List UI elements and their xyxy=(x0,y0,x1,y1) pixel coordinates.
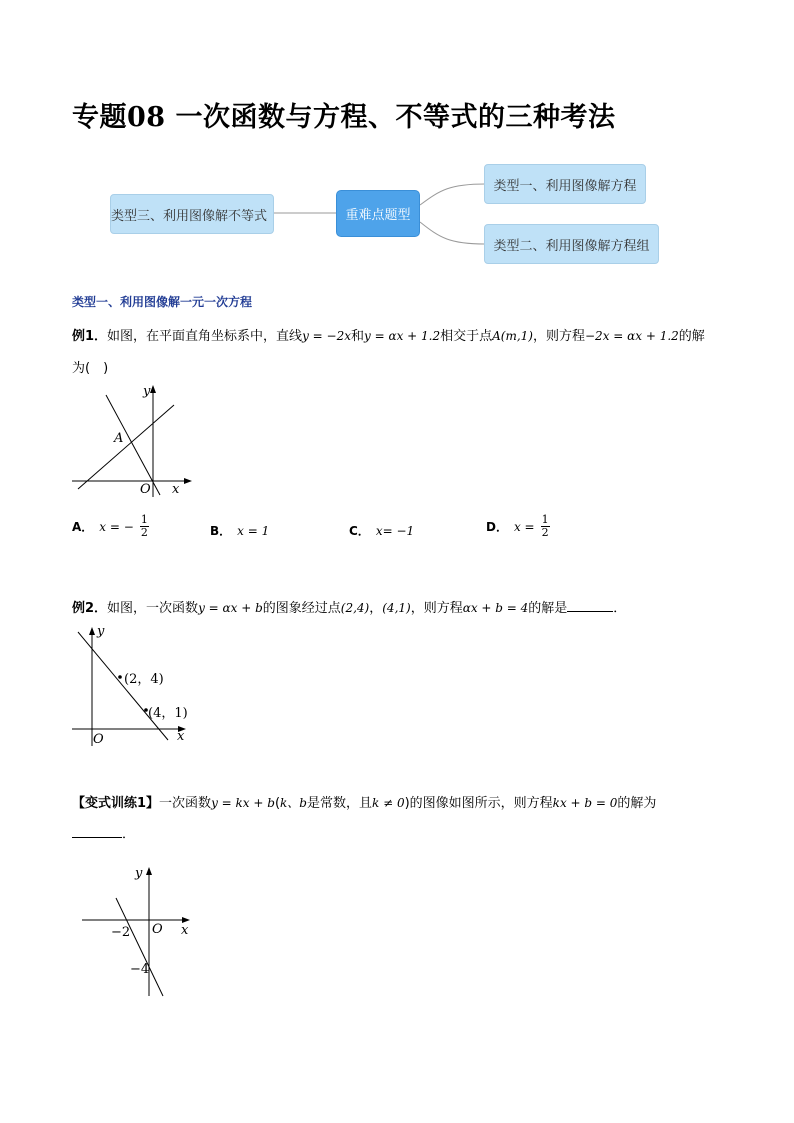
example2-y-label: y xyxy=(97,624,105,639)
mindmap-connectors xyxy=(0,0,794,300)
variant1-answer-line: ． xyxy=(72,823,135,842)
variant1-question: 【变式训练1】一次函数y = kx + b(k、b是常数，且k ≠ 0)的图像如图所示，则方程kx + b = 0的解为 xyxy=(72,796,657,811)
option-c[interactable]: C． x= −1 xyxy=(349,523,415,538)
variant1-xintercept-label: −2 xyxy=(111,925,131,940)
variant1-origin-label: O xyxy=(152,922,163,937)
variant1-graph xyxy=(78,862,198,1002)
section-heading: 类型一、利用图像解一元一次方程 xyxy=(72,295,253,309)
example1-question: 例1．如图，在平面直角坐标系中，直线y = −2x和y = αx + 1.2相交于点A(m,1)，则方程−2x = αx + 1.2的解 xyxy=(72,329,705,344)
variant1-y-label: y xyxy=(135,866,143,881)
example1-y-label: y xyxy=(143,384,151,399)
variant1-x-label: x xyxy=(181,923,189,938)
option-d[interactable]: D． x = $\frac{1}{2}$ xyxy=(486,513,549,539)
example2-origin-label: O xyxy=(93,732,104,747)
example2-point2-label: (4，1) xyxy=(148,706,188,721)
example1-point-a-label: A xyxy=(114,431,124,446)
page-title: 专题08 一次函数与方程、不等式的三种考法 xyxy=(72,102,616,133)
example2-answer-blank[interactable] xyxy=(567,599,613,612)
example2-label: 例2． xyxy=(72,601,108,616)
example1-x-label: x xyxy=(172,482,180,497)
mindmap-center-node: 重难点题型 xyxy=(336,190,420,237)
example2-point1-label: (2，4) xyxy=(124,672,164,687)
mindmap-node-type2: 类型二、利用图像解方程组 xyxy=(484,224,659,264)
option-d-fraction: $\frac{1}{2}$ xyxy=(541,513,549,539)
example1-question-line2: 为( ) xyxy=(72,361,109,376)
option-a[interactable]: A． x = − $\frac{1}{2}$ xyxy=(72,513,148,539)
example1-graph xyxy=(70,383,200,503)
example2-question: 例2．如图，一次函数y = αx + b的图象经过点(2,4)，(4,1)，则方程αx + b = 4的解是 ． xyxy=(72,601,627,616)
variant1-answer-blank[interactable] xyxy=(72,825,122,838)
example2-x-label: x xyxy=(177,729,185,744)
variant1-yintercept-label: −4 xyxy=(130,962,150,977)
option-b[interactable]: B． x = 1 xyxy=(210,523,270,538)
mindmap-node-type1: 类型一、利用图像解方程 xyxy=(484,164,646,204)
mindmap-node-type3: 类型三、利用图像解不等式 xyxy=(110,194,274,234)
option-a-fraction: $\frac{1}{2}$ xyxy=(140,513,148,539)
variant1-label: 【变式训练1】 xyxy=(72,796,160,811)
example1-origin-label: O xyxy=(140,482,151,497)
example1-label: 例1． xyxy=(72,329,108,344)
